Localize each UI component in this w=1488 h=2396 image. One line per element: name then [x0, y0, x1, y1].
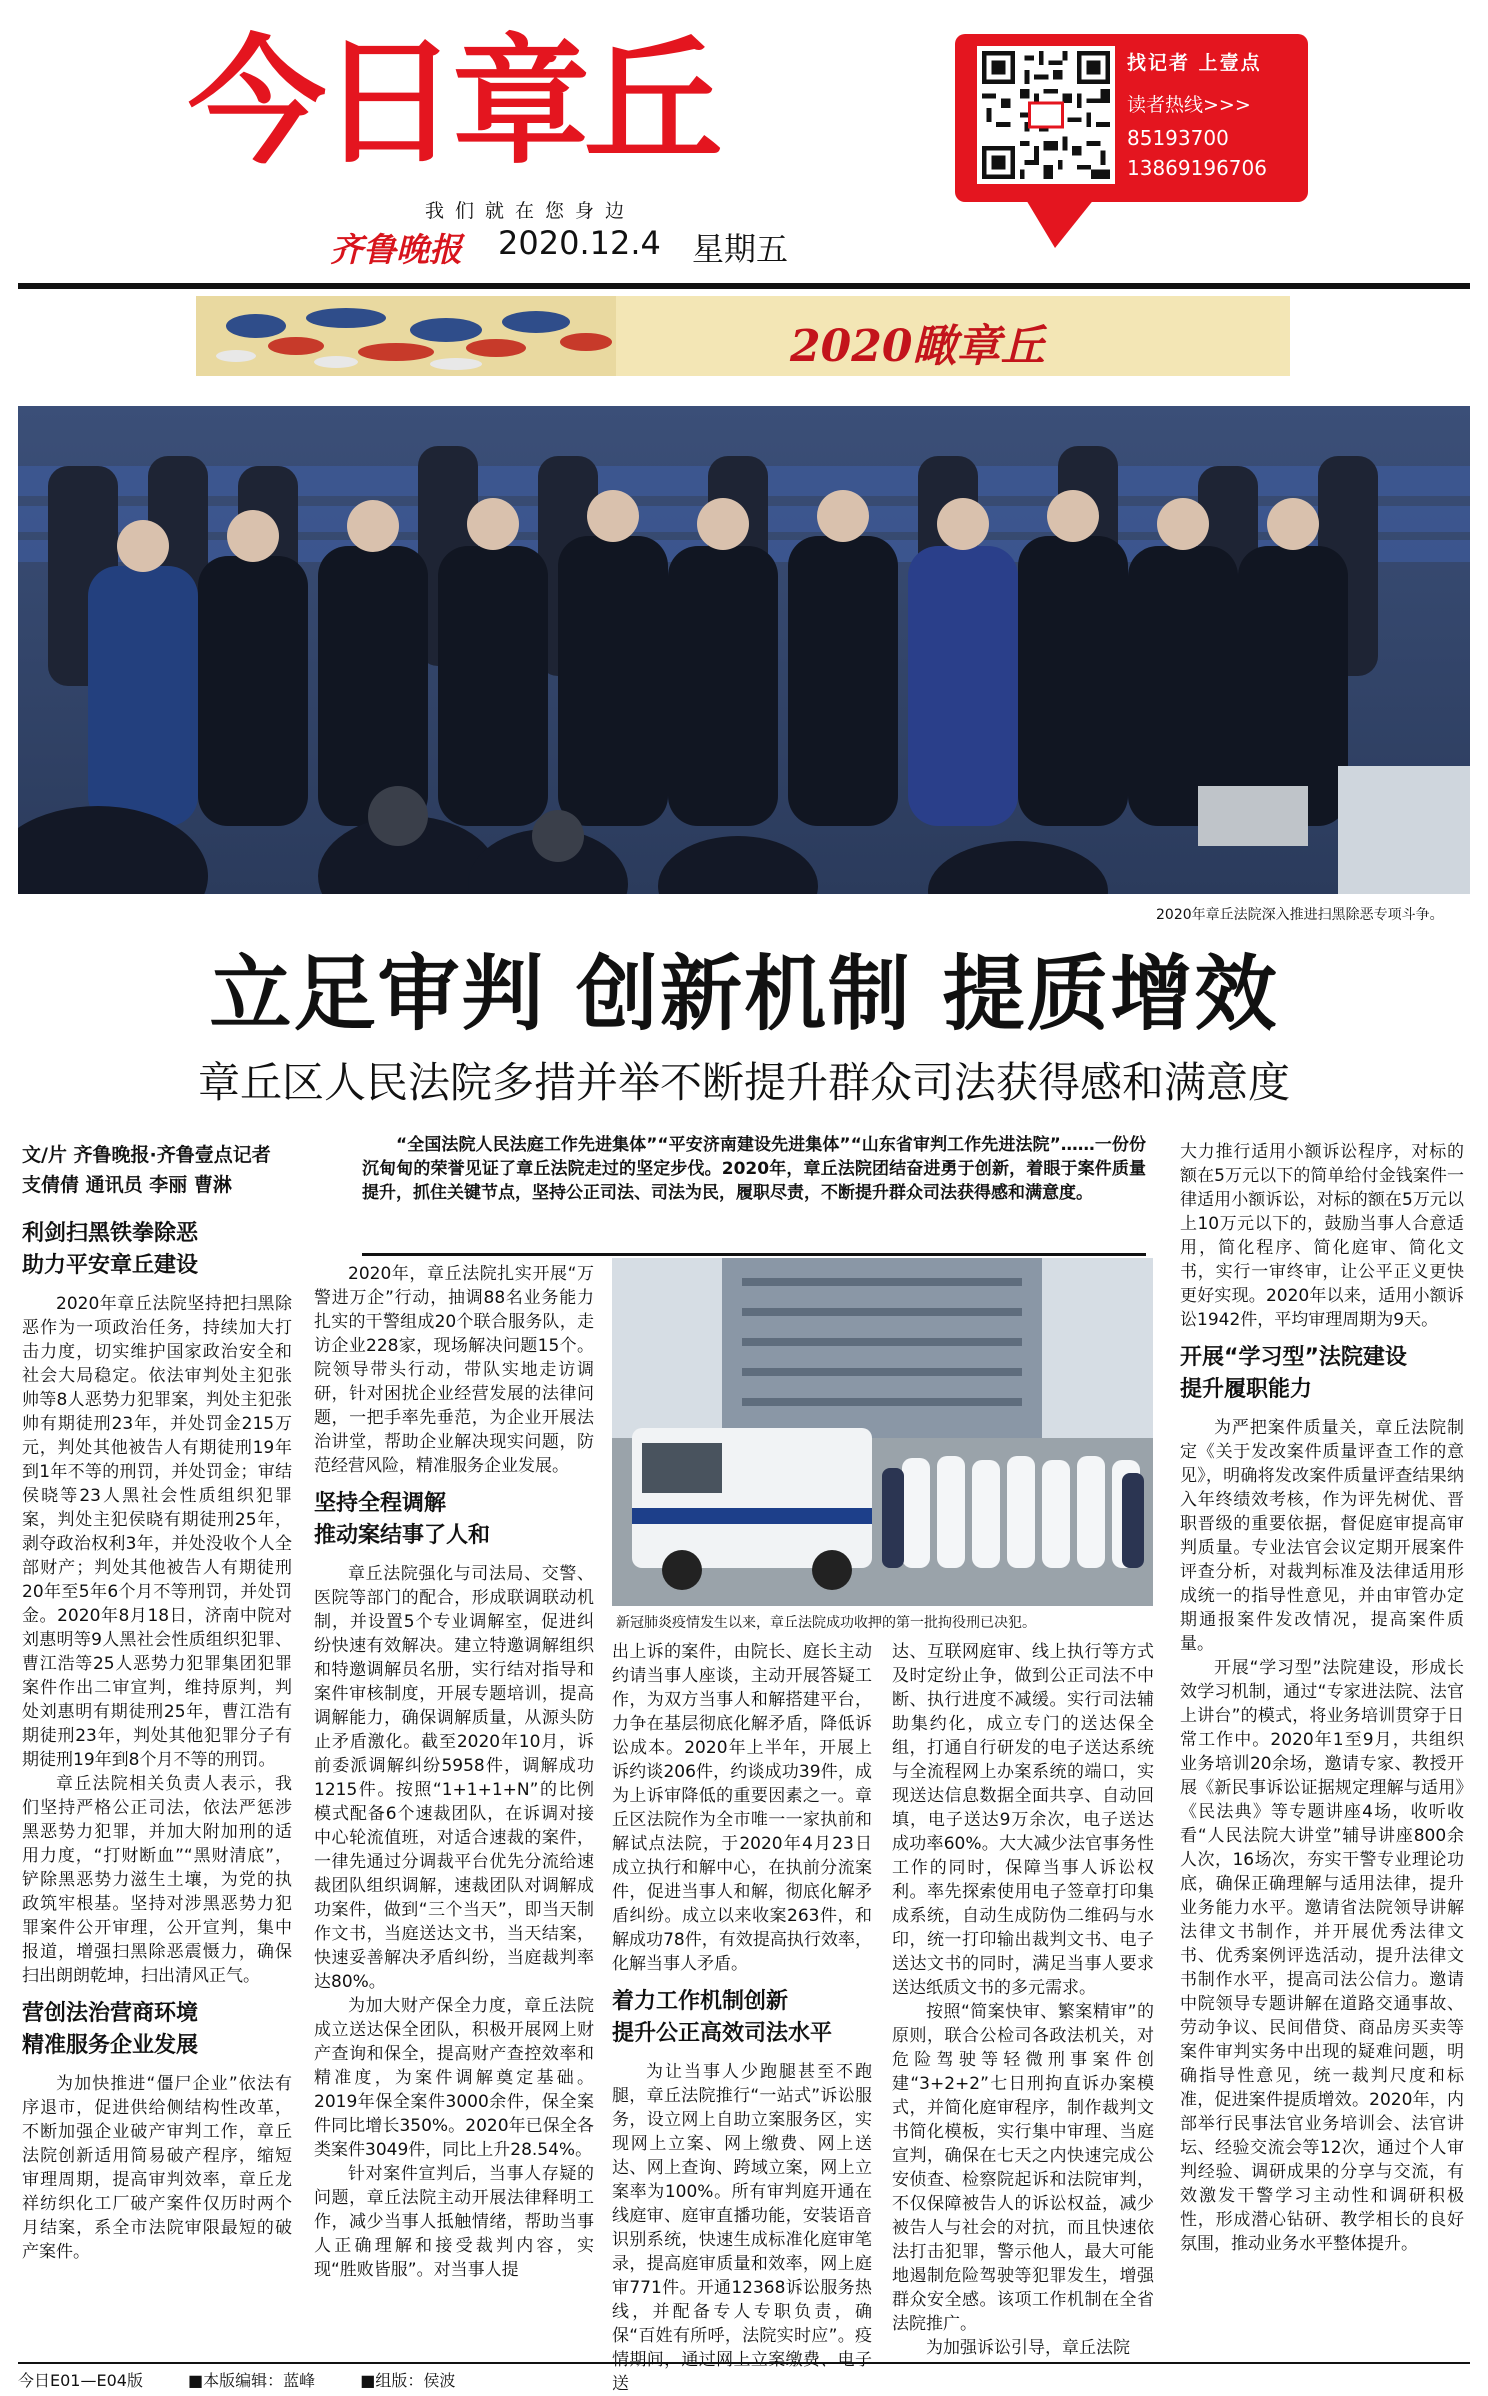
paragraph: 2020年，章丘法院扎实开展“万警进万企”行动，抽调88名业务能力扎实的干警组成20个联合服务队，走访企业228家，现场解决问题15个。院领导带头行动，带队实地走访调研，针对困扰企业经营发展的法律问题，一把手率先垂范，为企业开展法治讲堂，帮助企业解决现实问题，防范经营风险，精准服务企业发展。 [314, 1264, 594, 1476]
headline: 立足审判 创新机制 提质增效 [209, 947, 1279, 1042]
paragraph: 为严把案件质量关，章丘法院制定《关于发改案件质量评查工作的意见》，明确将发改案件质量评查结果纳入年终绩效考核，作为评先树优、晋职晋级的重要依据，督促庭审提高审判质量。专业法官会议定期开展案件评查分析，对裁判标准及法律适用形成统一的指导性意见，并由审管办定期通报案件发改情况，提高案件质量。 [1180, 1418, 1464, 1654]
paragraph: 为加强诉讼引导，章丘法院 [926, 2338, 1130, 2358]
paragraph: 达、互联网庭审、线上执行等方式及时定纷止争，做到公正司法不中断、执行进度不减缓。实行司法辅助集约化，成立专门的送达保全组，打通自行研发的电子送达系统与全流程网上办案系统的端口，实现送达信息数据全面共享、自动回填，电子送达9万余次，电子送达成功率60%。大大减少法官事务性工作的同时，保障当事人诉讼权利。率先探索使用电子签章打印集成系统，自动生成防伪二维码与水印，统一打印输出裁判文书、电子送达文书的同时，满足当事人要求送达纸质文书的多元需求。 [892, 1642, 1154, 1998]
slogan: 我们就在您身边 [425, 200, 636, 222]
reader-hotline-box [955, 34, 1308, 202]
paragraph: 2020年章丘法院坚持把扫黑除恶作为一项政治任务，持续加大打击力度，切实维护国家政治安全和社会大局稳定。依法审判处主犯张帅等8人恶势力犯罪案，判处主犯张帅有期徒刑23年，并处罚金215万元，判处其他被告人有期徒刑19年到1年不等的刑罚，并处罚金；审结侯晓等23人黑社会性质组织犯罪案，判处主犯侯晓有期徒刑25年，剥夺政治权利3年，并处没收个人全部财产；判处其他被告人有期徒刑20年至5年6个月不等刑罚，并处罚金。2020年8月18日，济南中院对刘惠明等9人黑社会性质组织犯罪、曹江浩等25人恶势力犯罪集团犯罪案件作出二审宣判，维持原判，判处刘惠明有期徒刑25年，曹江浩有期徒刑23年，判处其他犯罪分子有期徒刑19年到8个月不等的刑罚。 [22, 1294, 292, 1770]
phone-number-1: 85193700 [1127, 126, 1229, 150]
paragraph: 为加快推进“僵尸企业”依法有序退市，促进供给侧结构性改革，不断加强企业破产审判工作，章丘法院创新适用简易破产程序，缩短审理周期，提高审判效率，章丘龙祥纺织化工厂破产案件仅历时两个月结案，系全市法院审限最短的破产案件。 [22, 2074, 292, 2262]
paragraph: 为让当事人少跑腿甚至不跑腿，章丘法院推行“一站式”诉讼服务，设立网上自助立案服务区，实现网上立案、网上缴费、网上送达、网上查询、跨域立案，网上立案率为100%。所有审判庭开通在线庭审、庭审直播功能，安装语音识别系统，快速生成标准化庭审笔录，提高庭审质量和效率，网上庭审771件。开通12368诉讼服务热线，并配备专人专职负责，确保“百姓有所呼，法院实时应”。疫情期间，通过网上立案缴费、电子送 [612, 2062, 872, 2394]
layout-credit: ■组版：侯波 [360, 2371, 456, 2390]
paragraph: 为加大财产保全力度，章丘法院成立送达保全团队，积极开展网上财产查询和保全，提高财产查控效率和精准度，为案件调解奠定基础。2019年保全案件3000余件，保全案件同比增长350%。2020年已保全各类案件3049件，同比上升28.54%。 [314, 1996, 594, 2160]
police-van-photo [612, 1258, 1153, 1606]
byline-line-2: 支倩倩 通讯员 李丽 曹淋 [22, 1174, 232, 1196]
hero-caption: 2020年章丘法院深入推进扫黑除恶专项斗争。 [1156, 907, 1444, 923]
article-column-4 [892, 1640, 1154, 2360]
byline [22, 1140, 271, 1200]
paragraph: 出上诉的案件，由院长、庭长主动约请当事人座谈，主动开展答疑工作，为双方当事人和解搭建平台，力争在基层彻底化解矛盾，降低诉讼成本。2020年上半年，开展上诉约谈206件，约谈成功39件，成为上诉审降低的重要因素之一。章丘区法院作为全市唯一一家执前和解试点法院，于2020年4月23日成立执行和解中心，在执前分流案件，促进当事人和解，彻底化解矛盾纠纷。成立以来收案263件，和解成功78件，有效提高执行效率，化解当事人矛盾。 [612, 1642, 872, 1974]
paragraph: 针对案件宣判后，当事人存疑的问题，章丘法院主动开展法律释明工作，减少当事人抵触情绪，帮助当事人正确理解和接受裁判内容，实现“胜败皆服”。对当事人提 [314, 2164, 594, 2280]
article-column-1 [22, 1218, 292, 2264]
banner-title: 2020瞰章丘 [790, 321, 1045, 372]
article-column-2 [314, 1262, 594, 2282]
paragraph: 章丘法院强化与司法局、交警、医院等部门的配合，形成联调联动机制，并设置5个专业调解室，促进纠纷快速有效解决。建立特邀调解组织和特邀调解员名册，实行结对指导和案件审核制度，开展专题培训，提高调解能力，确保调解质量，从源头防止矛盾激化。截至2020年10月，诉前委派调解纠纷5958件，调解成功1215件。按照“1+1+1+N”的比例模式配备6个速裁团队，在诉调对接中心轮流值班，对适合速裁的案件，一律先通过分调裁平台优先分流给速裁团队组织调解，速裁团队对调解成功案件，做到“三个当天”，即当天制作文书，当庭送达文书，当天结案，快速妥善解决矛盾纠纷，当庭裁判率达80%。 [314, 1564, 594, 1992]
subheading: 利剑扫黑铁拳除恶 助力平安章丘建设 [22, 1221, 199, 1278]
hotline-prompt: 读者热线>>> [1127, 94, 1251, 116]
photo-caption: 新冠肺炎疫情发生以来，章丘法院成功收押的第一批拘役刑已决犯。 [616, 1615, 1036, 1631]
paragraph: 大力推行适用小额诉讼程序，对标的额在5万元以下的简单给付金钱案件一律适用小额诉讼，对标的额在5万元以上10万元以下的，鼓励当事人合意适用，简化程序、简化庭审、简化文书，实行一审终审，让公平正义更快更好实现。2020年以来，适用小额诉讼1942件，平均审理周期为9天。 [1180, 1142, 1464, 1330]
issue-weekday: 星期五 [692, 230, 789, 268]
article-column-5 [1180, 1140, 1464, 2256]
paragraph: 按照“简案快审、繁案精审”的原则，联合公检司各政法机关，对危险驾驶等轻微刑事案件创建“3+2+2”七日刑拘直诉办案模式，并简化庭审程序，制作裁判文书简化模板，实行集中审理、当庭宣判，确保在七天之内快速完成公安侦查、检察院起诉和法院审判，不仅保障被告人的诉讼权益，减少被告人与社会的对抗，而且快速依法打击犯罪，警示他人，最大可能地遏制危险驾驶等犯罪发生，增强群众安全感。该项工作机制在全省法院推广。 [892, 2002, 1154, 2334]
subheading: 营创法治营商环境 精准服务企业发展 [22, 2001, 199, 2058]
issue-date: 2020.12.4 [498, 224, 661, 262]
byline-line-1: 文/片 齐鲁晚报·齐鲁壹点记者 [22, 1144, 271, 1166]
speech-bubble-tail [1025, 198, 1095, 248]
banner-crowd-image [196, 296, 616, 376]
masthead-rule [18, 283, 1470, 289]
subheading: 坚持全程调解 推动案结事了人和 [314, 1491, 491, 1548]
subheadline: 章丘区人民法院多措并举不断提升群众司法获得感和满意度 [197, 1058, 1290, 1107]
intro-paragraph: “全国法院人民法庭工作先进集体”“平安济南建设先进集体”“山东省审判工作先进法院”……一份份沉甸甸的荣誉见证了章丘法院走过的坚定步伐。2020年，章丘法院团结奋进勇于创新，着眼于案件质量提升，抓住关键节点，坚持公正司法、司法为民，履职尽责，不断提升群众司法获得感和满意度。 [362, 1135, 1146, 1203]
subheading: 着力工作机制创新 提升公正高效司法水平 [612, 1989, 833, 2046]
brand-name: 齐鲁晚报 [330, 230, 462, 269]
editor-credit: ■本版编辑：蓝峰 [188, 2371, 316, 2390]
newspaper-logo: 今日章丘 [188, 22, 717, 183]
page-footer [18, 2362, 1470, 2391]
intro-box [362, 1133, 1146, 1256]
page-range: 今日E01—E04版 [18, 2371, 143, 2390]
phone-number-2: 13869196706 [1127, 156, 1267, 180]
qr-code-icon[interactable] [977, 46, 1115, 184]
subheading: 开展“学习型”法院建设 提升履职能力 [1180, 1345, 1407, 1402]
paragraph: 章丘法院相关负责人表示，我们坚持严格公正司法，依法严惩涉黑恶势力犯罪，并加大附加刑的适用力度，“打财断血”“黑财清底”，铲除黑恶势力滋生土壤，为党的执政筑牢根基。坚持对涉黑恶势力犯罪案件公开审理，公开宣判，集中报道，增强扫黑除恶震慑力，确保扫出朗朗乾坤，扫出清风正气。 [22, 1774, 292, 1986]
hotline-label: 找记者 上壹点 [1127, 52, 1262, 74]
paragraph: 开展“学习型”法院建设，形成长效学习机制，通过“专家进法院、法官上讲台”的模式，将业务培训贯穿于日常工作中。2020年1至9月，共组织业务培训20余场，邀请专家、教授开展《新民事诉讼证据规定理解与适用》《民法典》等专题讲座4场，收听收看“人民法院大讲堂”辅导讲座800余人次，16场次，夯实干警专业理论功底，确保正确理解与适用法律，提升业务能力水平。邀请省法院领导讲解法律文书制作，并开展优秀法律文书、优秀案例评选活动，提升法律文书制作水平，提高司法公信力。邀请中院领导专题讲解在道路交通事故、劳动争议、民间借贷、商品房买卖等案件审判实务中出现的疑难问题，明确指导性意见，统一裁判尺度和标准，促进案件提质增效。2020年，内部举行民事法官业务培训会、法官讲坛、经验交流会等12次，通过个人审判经验、调研成果的分享与交流，有效激发干警学习主动性和调研积极性，形成潜心钻研、教学相长的良好氛围，推动业务水平整体提升。 [1180, 1658, 1464, 2254]
article-column-3 [612, 1640, 872, 2396]
courtroom-photo [18, 406, 1470, 894]
section-banner [196, 296, 1290, 376]
